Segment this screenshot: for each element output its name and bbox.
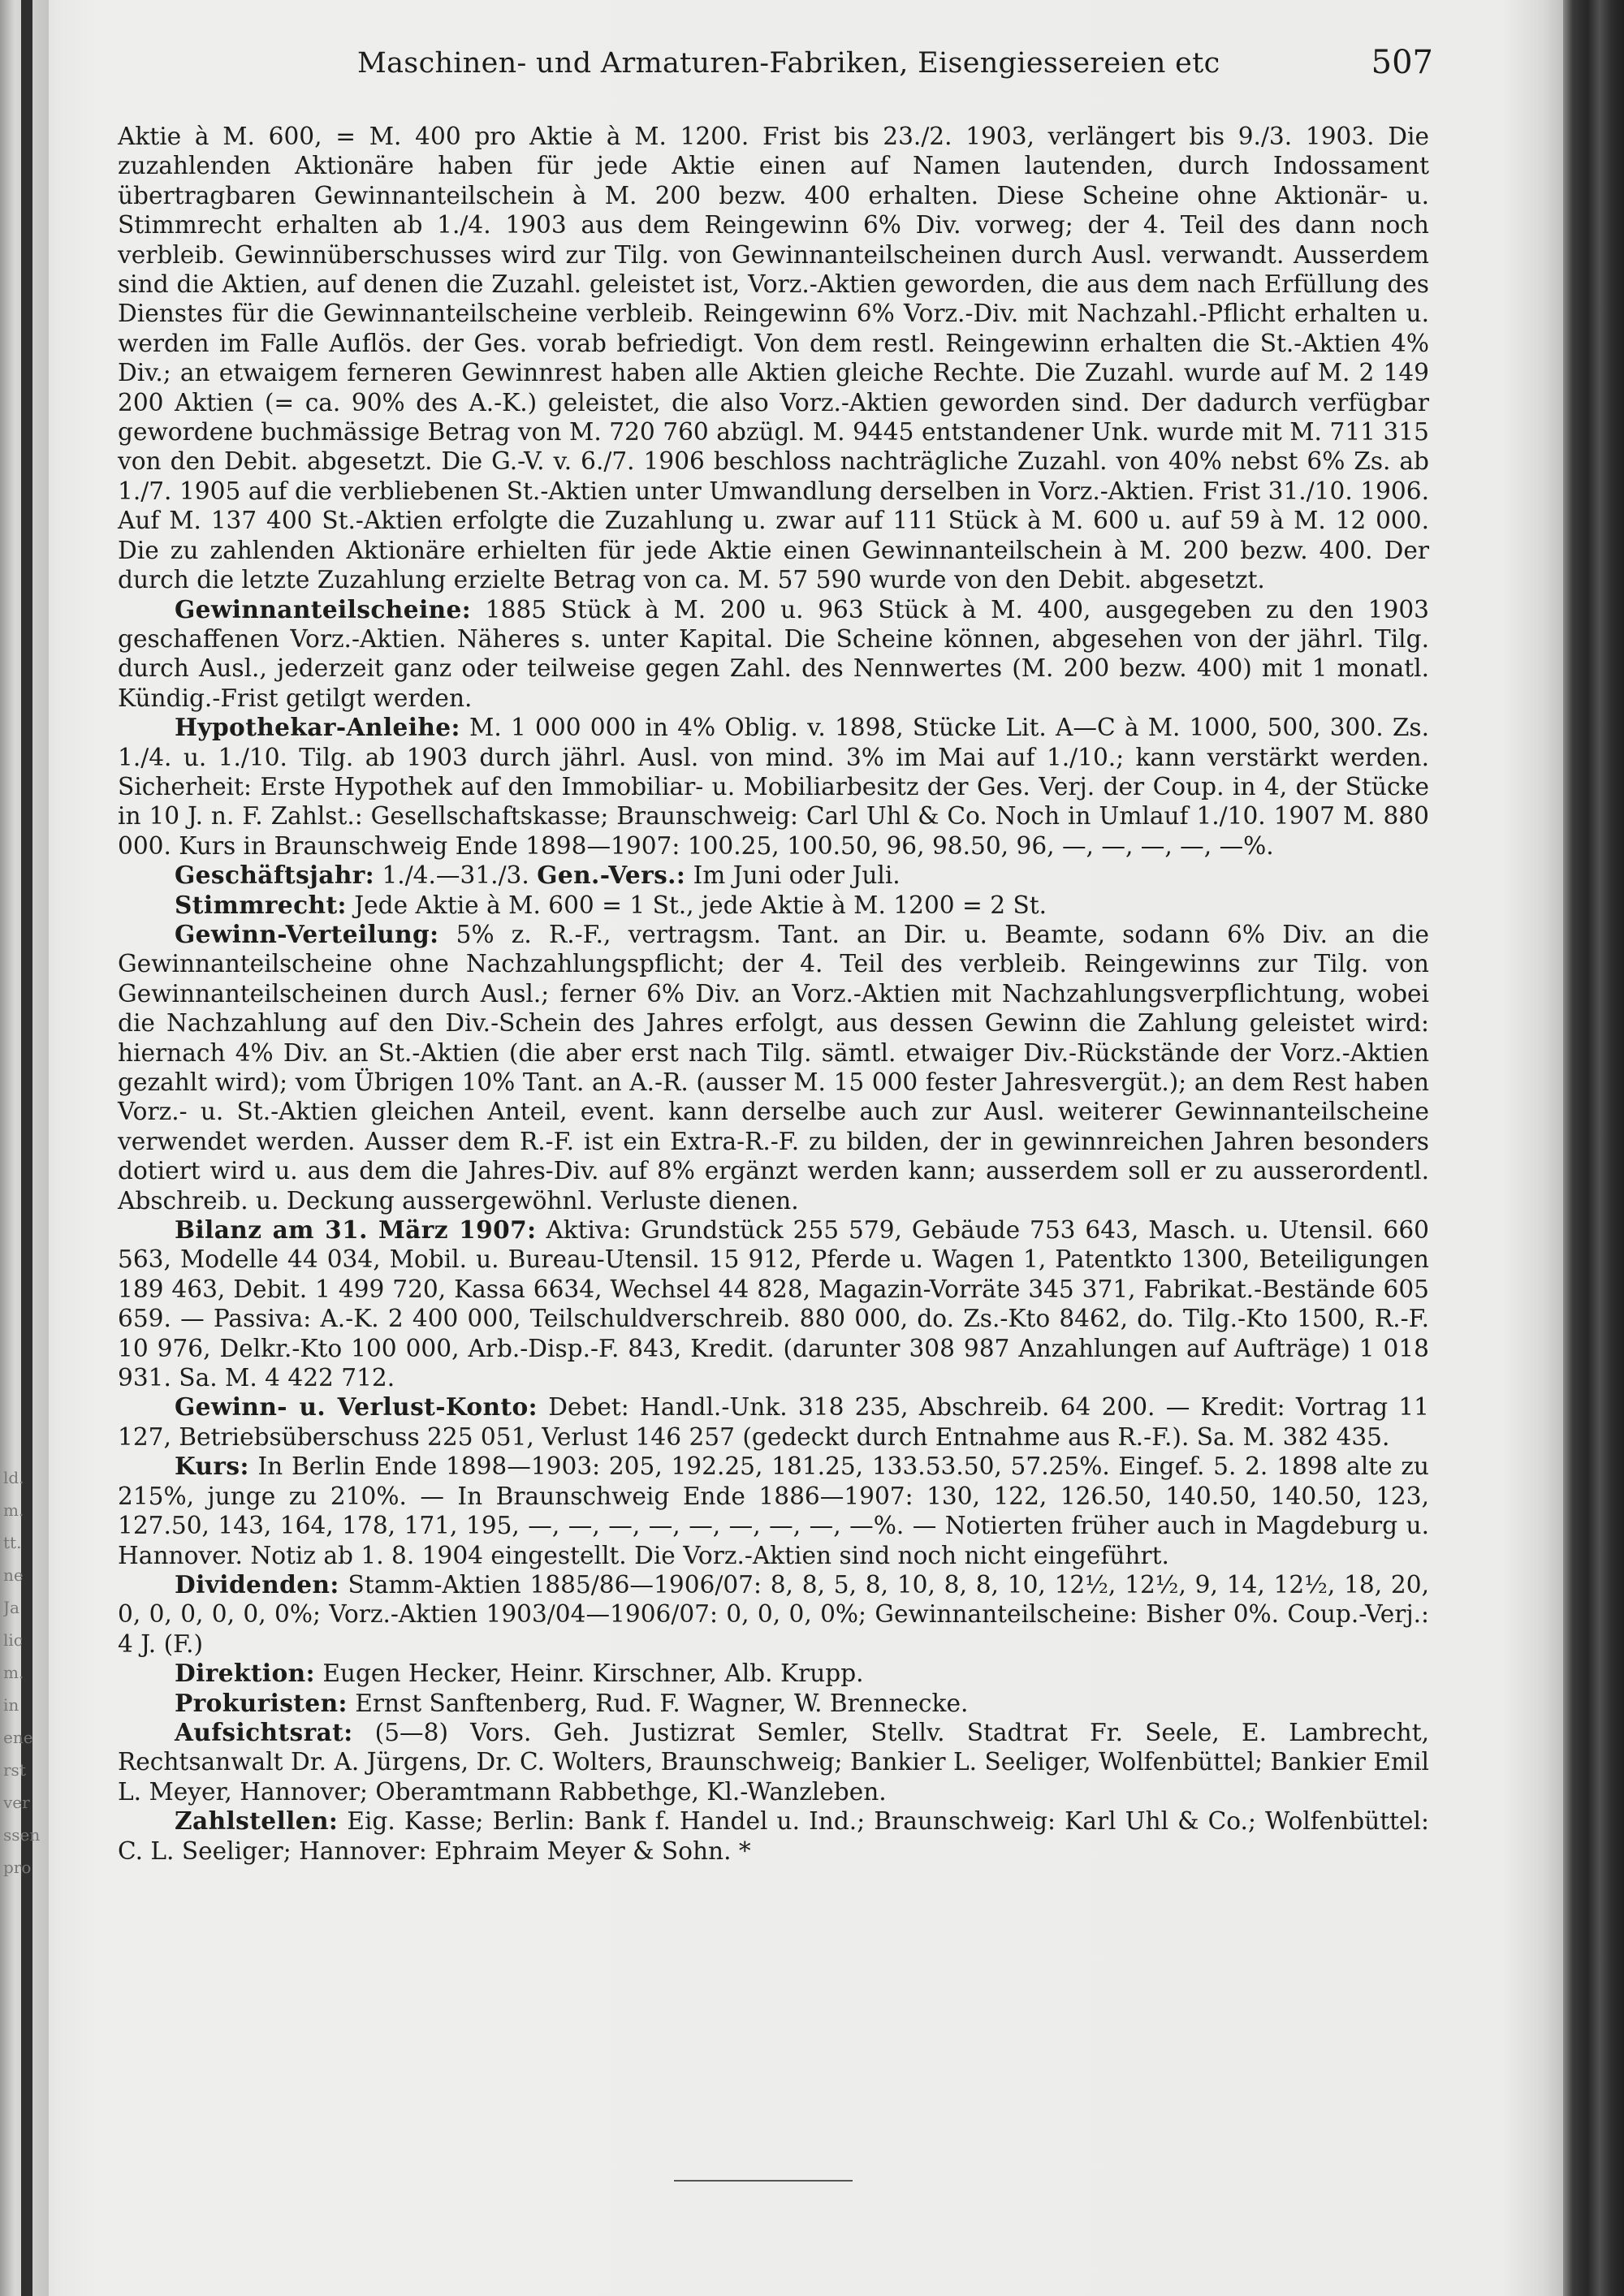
margin-fragment: in (3, 1695, 19, 1715)
section-heading: Stimmrecht: (175, 890, 347, 919)
section-heading: Prokuristen: (175, 1688, 348, 1717)
margin-fragment: m. (3, 1663, 24, 1682)
section-hypothekar-anleihe (118, 713, 1429, 861)
section-body: M. 1 000 000 in 4% Oblig. v. 1898, Stücke Lit. A—C à M. 1000, 500, 300. Zs. 1./4. u. 1./10. Tilg. ab 1903 durch jährl. Ausl. von mind. 3% im Mai auf 1./10.; kann verstärkt werden. Sicherheit: Erste Hypothek auf den Immobiliar- u. Mobiliarbesitz der Ges. Verj. der Coup. in 4, der Stücke in 10 J. n. F. Zahlst.: Gesellschaftskasse; Braunschweig: Carl Uhl & Co. Noch in Umlauf 1./10. 1907 M. 880 000. Kurs in Braunschweig Ende 1898—1907: 100.25, 100.50, 96, 98.50, 96, —, —, —, —, —%. (118, 714, 1429, 860)
left-binding-shadow (21, 0, 32, 2296)
section-body: Aktiva: Grundstück 255 579, Gebäude 753 643, Masch. u. Utensil. 660 563, Modelle 44 034, Mobil. u. Bureau-Utensil. 15 912, Pferde u. Wagen 1, Patentkto 1300, Beteiligungen 189 463, Debit. 1 499 720, Kassa 6634, Wechsel 44 828, Magazin-Vorräte 345 371, Fabrikat.-Bestände 605 659. — Passiva: A.-K. 2 400 000, Teilschuldverschreib. 880 000, do. Zs.-Kto 8462, do. Tilg.-Kto 1500, R.-F. 10 976, Delkr.-Kto 100 000, Arb.-Disp.-F. 843, Kredit. (darunter 308 987 Anzahlungen auf Aufträge) 1 018 931. Sa. M. 4 422 712. (118, 1216, 1429, 1392)
margin-fragment: ne (3, 1565, 24, 1585)
margin-fragment: ver (3, 1793, 30, 1812)
section-body: Ernst Sanftenberg, Rud. F. Wagner, W. Brennecke. (347, 1689, 969, 1717)
section-heading: Direktion: (175, 1659, 315, 1688)
section-gewinnanteilscheine (118, 595, 1429, 714)
left-margin-fragments (3, 1461, 49, 1884)
section-zahlstellen (118, 1806, 1429, 1866)
section-dividenden (118, 1570, 1429, 1659)
page-number: 507 (1371, 44, 1433, 81)
section-heading: Dividenden: (175, 1569, 339, 1599)
section-heading: Geschäftsjahr: (175, 861, 375, 890)
section-heading: Zahlstellen: (175, 1806, 339, 1836)
section-heading: Gewinnanteilscheine: (175, 594, 472, 624)
section-body: In Berlin Ende 1898—1903: 205, 192.25, 181.25, 133.53.50, 57.25%. Eingef. 5. 2. 1898 alte zu 215%, junge zu 210%. — In Braunschweig Ende 1886—1907: 130, 122, 126.50, 140.50, 140.50, 123, 127.50, 143, 164, 178, 171, 195, —, —, —, —, —, —, —, —, —%. — Notierten früher auch in Magdeburg u. Hannover. Notiz ab 1. 8. 1904 eingestellt. Die Vorz.-Aktien sind noch nicht eingeführt. (118, 1452, 1429, 1569)
page-header (114, 44, 1433, 88)
section-gewinn-verlust-konto (118, 1392, 1429, 1452)
margin-fragment: Ja (3, 1598, 19, 1617)
section-heading: Hypothekar-Anleihe: (175, 713, 460, 742)
section-body: Eig. Kasse; Berlin: Bank f. Handel u. Ind.; Braunschweig: Karl Uhl & Co.; Wolfenbüttel: C. L. Seeliger; Hannover: Ephraim Meyer & Sohn. * (118, 1807, 1429, 1865)
section-stimmrecht (118, 891, 1429, 920)
section-gewinn-verteilung (118, 920, 1429, 1215)
right-page-edge (1563, 0, 1624, 2296)
section-body: Stamm-Aktien 1885/86—1906/07: 8, 8, 5, 8, 10, 8, 8, 10, 12½, 12½, 9, 14, 12½, 18, 20, 0, 0, 0, 0, 0, 0%; Vorz.-Aktien 1903/04—1906/07: 0, 0, 0, 0%; Gewinnanteilscheine: Bisher 0%. Coup.-Verj.: 4 J. (F.) (118, 1570, 1429, 1658)
section-kurs (118, 1452, 1429, 1570)
section-heading: Gewinn-Verteilung: (175, 919, 439, 948)
margin-fragment: tt. (3, 1533, 22, 1552)
footer-rule (674, 2180, 853, 2182)
section-body: Debet: Handl.-Unk. 318 235, Abschreib. 64 200. — Kredit: Vortrag 11 127, Betriebsüberschuss 225 051, Verlust 146 257 (gedeckt durch Entnahme aus R.-F.). Sa. M. 382 435. (118, 1393, 1430, 1451)
page-body (118, 122, 1429, 1866)
margin-fragment: ene (3, 1728, 33, 1747)
section-prokuristen (118, 1689, 1429, 1718)
section-direktion (118, 1659, 1429, 1688)
margin-fragment: ld. (3, 1468, 24, 1487)
section-heading: Bilanz am 31. März 1907: (175, 1215, 537, 1245)
section-heading-gen-vers: Gen.-Vers.: (537, 861, 686, 890)
section-body: Eugen Hecker, Heinr. Kirschner, Alb. Krupp. (314, 1659, 864, 1688)
section-body: Jede Aktie à M. 600 = 1 St., jede Aktie à M. 1200 = 2 St. (346, 891, 1047, 919)
section-body: 5% z. R.-F., vertragsm. Tant. an Dir. u. Beamte, sodann 6% Div. an die Gewinnanteilscheine ohne Nachzahlungspflicht; der 4. Teil des verbleib. Reingewinns zur Tilg. von Gewinnanteilscheinen durch Ausl.; ferner 6% Div. an Vorz.-Aktien mit Nachzahlungsverpflichtung, wobei die Nachzahlung auf den Div.-Schein des Jahres erfolgt, aus dessen Gewinn die Zahlung geleistet wird: hiernach 4% Div. an St.-Aktien (die aber erst nach Tilg. sämtl. etwaiger Div.-Rückstände der Vorz.-Aktien gezahlt wird); vom Übrigen 10% Tant. an A.-R. (ausser M. 15 000 fester Jahresvergüt.); an dem Rest haben Vorz.- u. St.-Aktien gleichen Anteil, event. kann derselbe auch zur Ausl. weiterer Gewinnanteilscheine verwendet werden. Ausser dem R.-F. ist ein Extra-R.-F. zu bilden, der in gewinnreichen Jahren besonders dotiert wird u. aus dem die Jahres-Div. auf 8% ergänzt werden kann; ausserdem soll er zu ausserordentl. Abschreib. u. Deckung aussergewöhnl. Verluste dienen. (118, 920, 1429, 1215)
section-heading: Aufsichtsrat: (175, 1717, 353, 1746)
margin-fragment: pro (3, 1858, 32, 1877)
intro-paragraph: Aktie à M. 600, = M. 400 pro Aktie à M. 1200. Frist bis 23./2. 1903, verlängert bis 9./3. 1903. Die zuzahlenden Aktionäre haben für jede Aktie einen auf Namen lautenden, durch Indossament übertragbaren Gewinnanteilschein à M. 200 bezw. 400 erhalten. Diese Scheine ohne Aktionär- u. Stimmrecht erhalten ab 1./4. 1903 aus dem Reingewinn 6% Div. vorweg; der 4. Teil des dann noch verbleib. Gewinnüberschusses wird zur Tilg. von Gewinnanteilscheinen durch Ausl. verwandt. Ausserdem sind die Aktien, auf denen die Zuzahl. geleistet ist, Vorz.-Aktien geworden, die aus dem nach Erfüllung des Dienstes für die Gewinnanteilscheine verbleib. Reingewinn 6% Vorz.-Div. mit Nachzahl.-Pflicht erhalten u. werden im Falle Auflös. der Ges. vorab befriedigt. Von dem restl. Reingewinn erhalten die St.-Aktien 4% Div.; an etwaigem ferneren Gewinnrest haben alle Aktien gleiche Rechte. Die Zuzahl. wurde auf M. 2 149 200 Aktien (= ca. 90% des A.-K.) geleistet, die also Vorz.-Aktien geworden sind. Der dadurch verfügbar gewordene buchmässige Betrag von M. 720 760 abzügl. M. 9445 entstandener Unk. wurde mit M. 711 315 von den Debit. abgesetzt. Die G.-V. v. 6./7. 1906 beschloss nachträgliche Zuzahl. von 40% nebst 6% Zs. ab 1./7. 1905 auf die verbliebenen St.-Aktien unter Umwandlung derselben in Vorz.-Aktien. Frist 31./10. 1906. Auf M. 137 400 St.-Aktien erfolgte die Zuzahlung u. zwar auf 111 Stück à M. 600 u. auf 59 à M. 12 000. Die zu zahlenden Aktionäre erhielten für jede Aktie einen Gewinnanteilschein à M. 200 bezw. 400. Der durch die letzte Zuzahlung erzielte Betrag von ca. M. 57 590 wurde von den Debit. abgesetzt. (118, 123, 1429, 594)
section-heading: Kurs: (175, 1452, 249, 1481)
section-body: 1./4.—31./3. (374, 861, 538, 890)
section-body: 1885 Stück à M. 200 u. 963 Stück à M. 400, ausgegeben zu den 1903 geschaffenen Vorz.-Aktien. Näheres s. unter Kapital. Die Scheine können, abgesehen von der jährl. Tilg. durch Ausl., jederzeit ganz oder teilweise gegen Zahl. des Nennwertes (M. 200 bezw. 400) mit 1 monatl. Kündig.-Frist getilgt werden. (118, 595, 1429, 712)
margin-fragment: rst (3, 1760, 26, 1780)
margin-fragment: lic (3, 1630, 23, 1650)
section-body: (5—8) Vors. Geh. Justizrat Semler, Stellv. Stadtrat Fr. Seele, E. Lambrecht, Rechtsanwalt Dr. A. Jürgens, Dr. C. Wolters, Braunschweig; Bankier L. Seeliger, Wolfenbüttel; Bankier Emil L. Meyer, Hannover; Oberamtmann Rabbethge, Kl.-Wanzleben. (118, 1718, 1429, 1806)
margin-fragment: m. (3, 1500, 24, 1520)
running-head: Maschinen- und Armaturen-Fabriken, Eisengiessereien etc (357, 47, 1220, 80)
section-aufsichtsrat (118, 1718, 1429, 1806)
section-heading: Gewinn- u. Verlust-Konto: (175, 1392, 538, 1422)
margin-fragment: ssen (3, 1825, 41, 1845)
section-geschaeftsjahr (118, 861, 1429, 890)
section-bilanz (118, 1215, 1429, 1392)
section-body: Im Juni oder Juli. (685, 861, 901, 890)
